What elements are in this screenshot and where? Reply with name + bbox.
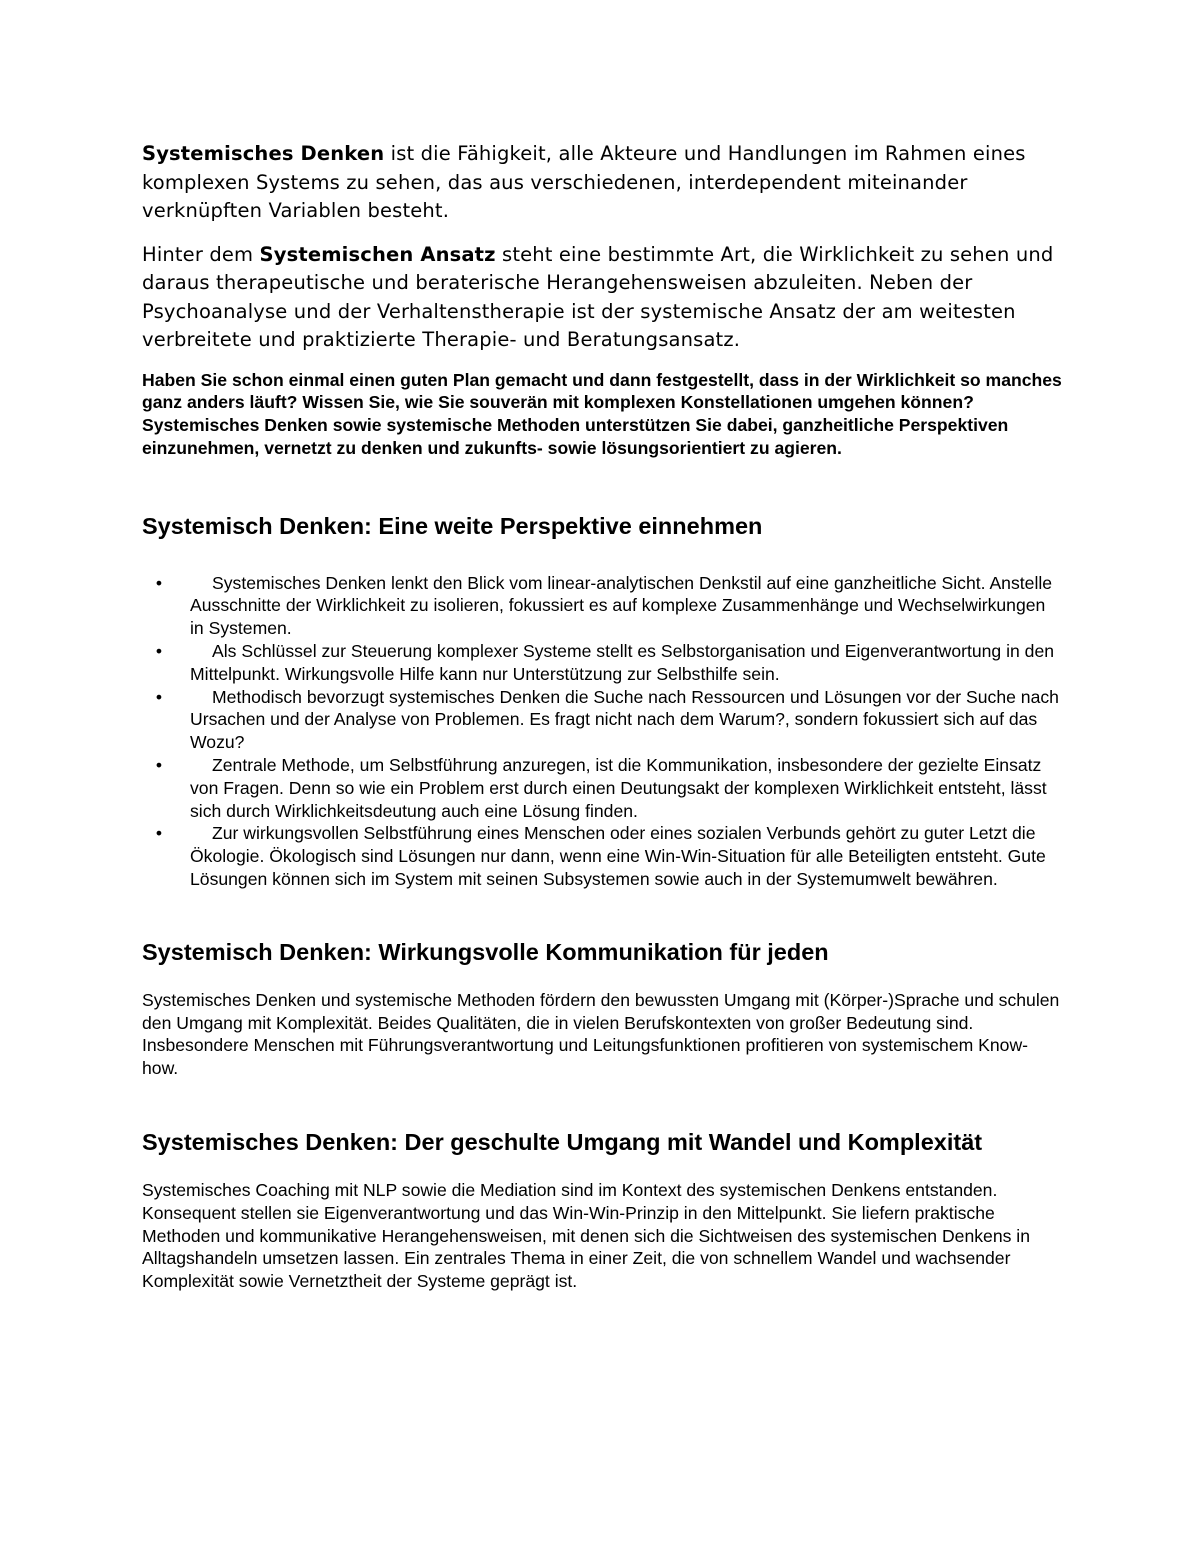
definition-paragraph (142, 140, 1062, 226)
definition-term: Systemisches Denken (142, 142, 385, 165)
definition-text: ist die Fähigkeit, alle Akteure und Handlungen im Rahmen eines komplexen Systems zu sehen, das aus verschiedenen, interdependent miteinander verknüpften Variablen besteht. (142, 142, 1026, 222)
list-item-text: Als Schlüssel zur Steuerung komplexer Systeme stellt es Selbstorganisation und Eigenverantwortung in den Mittelpunkt. Wirkungsvolle Hilfe kann nur Unterstützung zur Selbsthilfe sein. (190, 641, 1055, 684)
bullet-icon: • (155, 572, 163, 593)
approach-text: steht eine bestimmte Art, die Wirklichkeit zu sehen und daraus therapeutische und beraterische Herangehensweisen abzuleiten. Neben der Psychoanalyse und der Verhaltenstherapie ist der systemische Ansatz der am weitesten verbreitete und praktizierte Therapie- und Beratungsansatz. (142, 242, 1054, 351)
list-item (142, 754, 1062, 822)
bullet-icon: • (155, 686, 163, 707)
bullet-icon: • (155, 641, 163, 662)
list-item (142, 822, 1062, 890)
approach-paragraph (142, 241, 1062, 355)
list-item (142, 686, 1062, 754)
approach-lead: Hinter dem (142, 242, 260, 266)
list-item (142, 572, 1062, 640)
change-paragraph: Systemisches Coaching mit NLP sowie die Mediation sind im Kontext des systemischen Denkens entstanden. Konsequent stellen sie Eigenverantwortung und das Win-Win-Prinzip in den Mittelpunkt. Sie liefern praktische Methoden und kommunikative Herangehensweisen, mit denen sich die Sichtweisen des systemischen Denkens in Alltagshandeln umsetzen lassen. Ein zentrales Thema in einer Zeit, die von schnellem Wandel und wachsender Komplexität sowie Vernetztheit der Systeme geprägt ist. (142, 1180, 1030, 1292)
intro-bold-paragraph: Haben Sie schon einmal einen guten Plan gemacht und dann festgestellt, dass in der Wirklichkeit so manches ganz anders läuft? Wissen Sie, wie Sie souverän mit komplexen Konstellationen umgehen können? Systemisches Denken sowie systemische Methoden unterstützen Sie dabei, ganzheitliche Perspektiven einzunehmen, vernetzt zu denken und zukunfts- sowie lösungsorientiert zu agieren. (142, 369, 1062, 458)
list-item (142, 640, 1062, 686)
approach-term: Systemischen Ansatz (259, 242, 496, 266)
bullet-icon: • (155, 823, 163, 844)
section-heading-communication: Systemisch Denken: Wirkungsvolle Kommunikation für jeden (142, 938, 829, 965)
bullet-icon: • (155, 755, 163, 776)
perspective-bullet-list (142, 572, 1062, 891)
list-item-text: Systemisches Denken lenkt den Blick vom linear-analytischen Denkstil auf eine ganzheitliche Sicht. Anstelle Ausschnitte der Wirklichkeit zu isolieren, fokussiert es auf komplexe Zusammenhänge und Wechselwirkungen in Systemen. (190, 572, 1053, 639)
list-item-text: Methodisch bevorzugt systemisches Denken die Suche nach Ressourcen und Lösungen vor der Suche nach Ursachen und der Analyse von Problemen. Es fragt nicht nach dem Warum?, sondern fokussiert sich auf das Wozu? (190, 686, 1059, 753)
communication-paragraph: Systemisches Denken und systemische Methoden fördern den bewussten Umgang mit (Körper-)Sprache und schulen den Umgang mit Komplexität. Beides Qualitäten, die in vielen Berufskontexten von großer Bedeutung sind. Insbesondere Menschen mit Führungsverantwortung und Leitungsfunktionen profitieren von systemischem Know-how. (142, 989, 1060, 1079)
document-page (142, 140, 1062, 1293)
section-heading-perspective: Systemisch Denken: Eine weite Perspektive einnehmen (142, 512, 763, 539)
list-item-text: Zentrale Methode, um Selbstführung anzuregen, ist die Kommunikation, insbesondere der gezielte Einsatz von Fragen. Denn so wie ein Problem erst durch einen Deutungsakt der komplexen Wirklichkeit entsteht, lässt sich durch Wirklichkeitsdeutung auch eine Lösung finden. (190, 755, 1047, 821)
list-item-text: Zur wirkungsvollen Selbstführung eines Menschen oder eines sozialen Verbunds gehört zu guter Letzt die Ökologie. Ökologisch sind Lösungen nur dann, wenn eine Win-Win-Situation für alle Beteiligten entsteht. Gute Lösungen können sich im System mit seinen Subsystemen sowie auch in der Systemumwelt bewähren. (190, 823, 1046, 890)
section-heading-change: Systemisches Denken: Der geschulte Umgang mit Wandel und Komplexität (142, 1129, 983, 1156)
